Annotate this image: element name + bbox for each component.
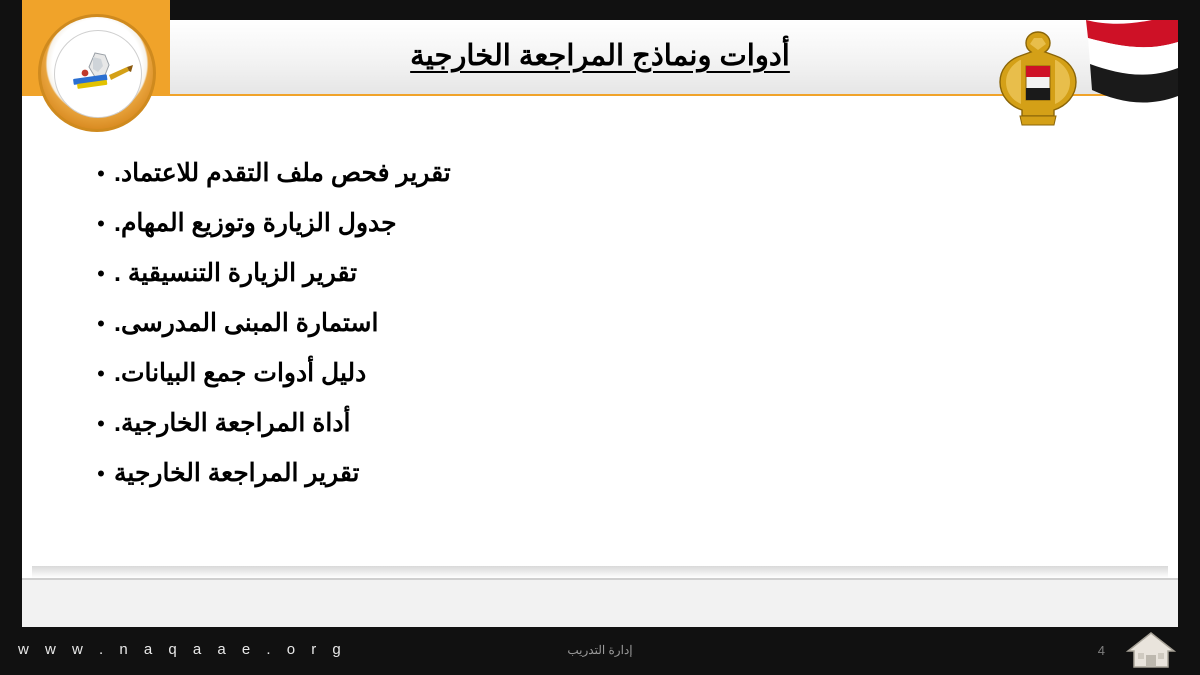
content-card: [32, 98, 1168, 566]
left-black-band: [0, 0, 22, 675]
list-item-label: تقرير فحص ملف التقدم للاعتماد.: [114, 159, 451, 187]
list-item: [88, 356, 1108, 391]
list-item-label: دليل أدوات جمع البيانات.: [114, 359, 367, 387]
slide-divider-line: [22, 578, 1178, 580]
page-title: أدوات ونماذج المراجعة الخارجية: [410, 40, 790, 72]
egypt-flag-emblem: [968, 20, 1178, 140]
list-item: [88, 206, 1108, 241]
list-item-label: استمارة المبنى المدرسى.: [114, 309, 379, 337]
list-item: [88, 156, 1108, 191]
list-item: [88, 306, 1108, 341]
logo-artwork-icon: [65, 51, 135, 95]
bullet-marker-icon: •: [97, 411, 105, 436]
bullet-marker-icon: •: [97, 211, 105, 236]
logo-acronym: NAQAAE: [79, 105, 121, 114]
footer-note: إدارة التدريب: [567, 643, 633, 657]
footer-page-number: 4: [1097, 643, 1105, 658]
slide-lower-area: [22, 578, 1178, 627]
bullet-marker-icon: •: [97, 261, 105, 286]
bullet-marker-icon: •: [97, 361, 105, 386]
footer-bar: [0, 627, 1200, 675]
list-item-label: تقرير المراجعة الخارجية: [114, 459, 360, 487]
home-icon[interactable]: [1122, 627, 1180, 671]
bullet-marker-icon: •: [97, 161, 105, 186]
content-card-shadow: [32, 566, 1168, 578]
right-black-band: [1178, 0, 1200, 675]
naqaae-logo: [38, 14, 156, 132]
list-item: [88, 406, 1108, 441]
list-item-label: جدول الزيارة وتوزيع المهام.: [114, 209, 397, 237]
list-item: [88, 256, 1108, 291]
footer-website-url[interactable]: w w w . n a q a a e . o r g: [18, 641, 347, 658]
list-item-label: تقرير الزيارة التنسيقية .: [114, 259, 358, 287]
bullet-list: [88, 156, 1108, 506]
list-item: [88, 456, 1108, 491]
top-black-strip: [0, 0, 1200, 20]
list-item-label: أداة المراجعة الخارجية.: [114, 409, 351, 437]
bullet-marker-icon: •: [97, 461, 105, 486]
eagle-emblem-icon: [990, 26, 1086, 134]
bullet-marker-icon: •: [97, 311, 105, 336]
